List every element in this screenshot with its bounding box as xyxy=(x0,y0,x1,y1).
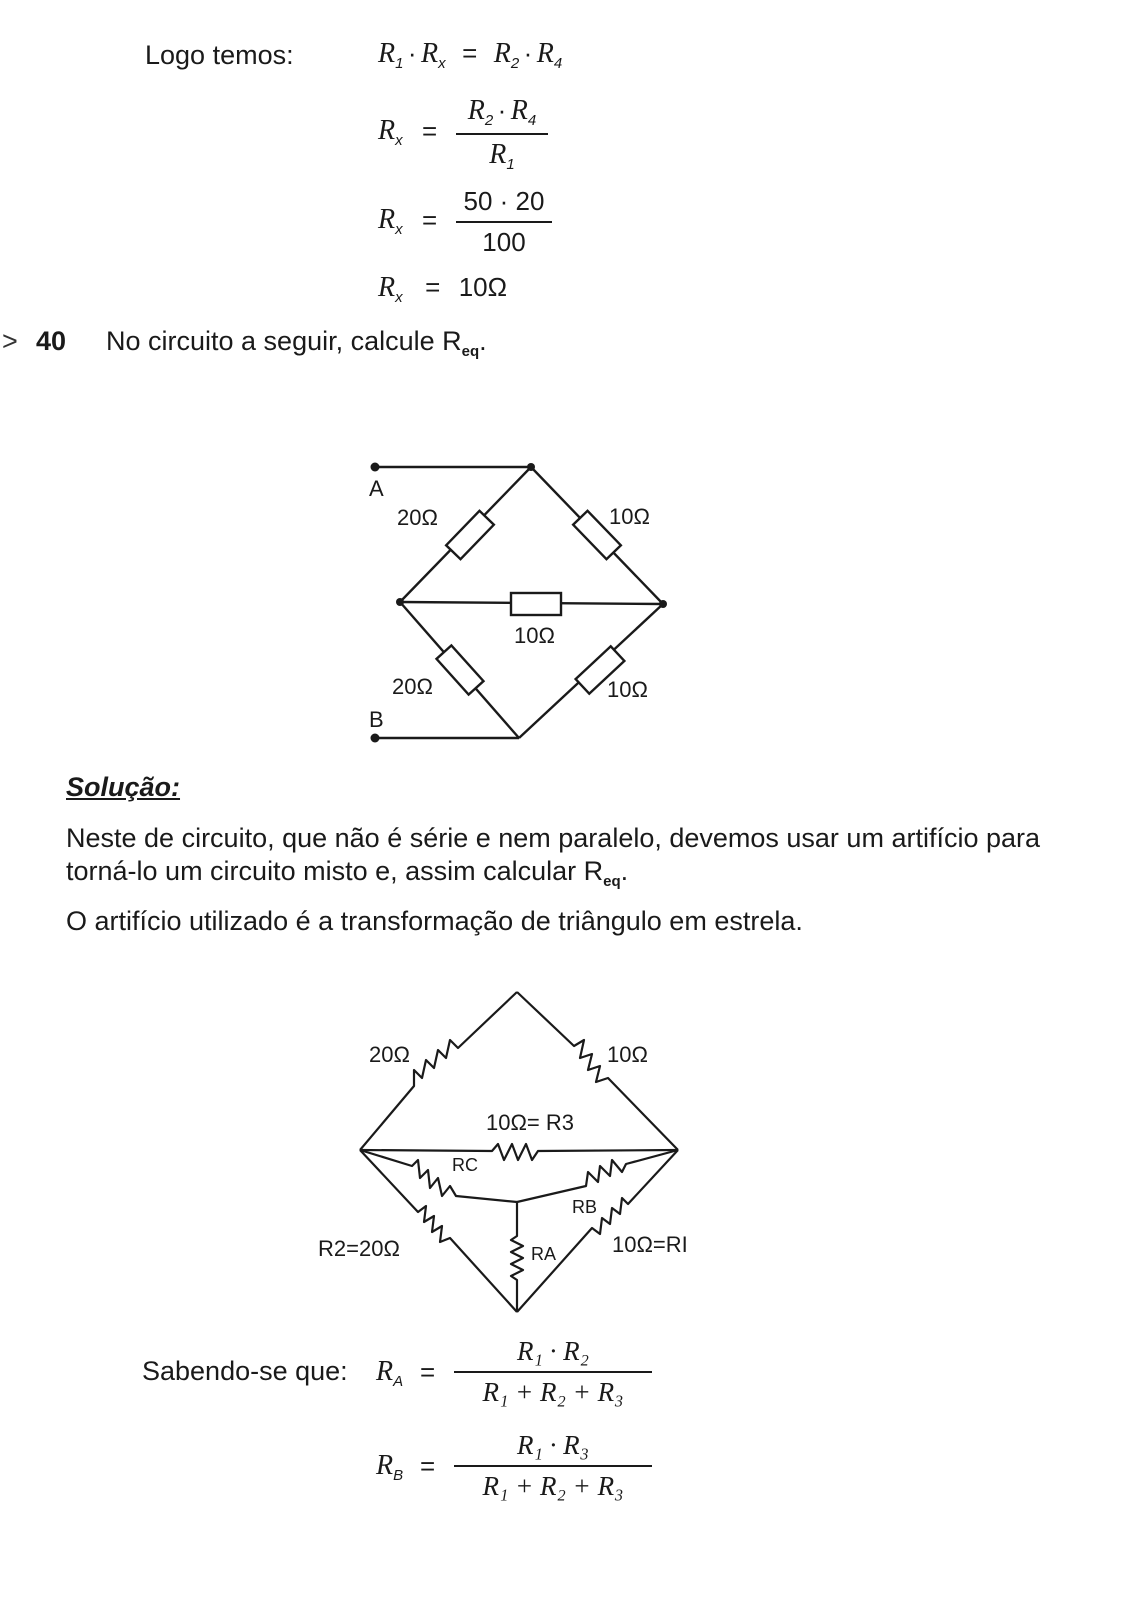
label-r-bottom-right: 10Ω xyxy=(607,677,648,702)
formula-rb-fraction: R₁ · R₃ R₁ + R₂ + R₃ xyxy=(454,1430,652,1502)
formula-ra-lhs: RA xyxy=(376,1356,404,1390)
equation-3-lhs: Rx xyxy=(378,204,403,238)
label-rc: RC xyxy=(452,1155,478,1175)
solution-paragraph-1-line-1: Neste de circuito, que não é série e nem paralelo, devemos usar um artifício para xyxy=(66,823,1041,853)
label-r3: 10Ω= R3 xyxy=(486,1110,574,1135)
formula-rb-lhs: RB xyxy=(376,1450,404,1484)
label-r-bottom-left: 20Ω xyxy=(392,674,433,699)
label-r-middle: 10Ω xyxy=(514,623,555,648)
resistor-delta-bottom-right xyxy=(517,1150,678,1312)
equation-3-equals: = xyxy=(422,205,438,235)
resistor-ra xyxy=(511,1202,523,1312)
solution-heading: Solução: xyxy=(66,772,181,802)
equation-1: R1 · Rx = R2 · R4 xyxy=(378,38,563,72)
equation-4: Rx = 10Ω xyxy=(378,272,508,306)
label-r-top-right: 10Ω xyxy=(609,504,650,529)
label-ra: RA xyxy=(531,1244,557,1264)
label-r2: R2=20Ω xyxy=(318,1236,400,1261)
intro-label: Logo temos: xyxy=(145,40,294,70)
formula-rb-equals: = xyxy=(420,1451,436,1481)
equation-2-lhs: Rx xyxy=(378,115,403,149)
label-r-top-left: 20Ω xyxy=(397,505,438,530)
exercise-number: 40 xyxy=(36,326,67,356)
exercise-marker: > xyxy=(2,326,18,356)
equation-3-fraction: 50 · 20 100 xyxy=(456,186,552,258)
label-rb: RB xyxy=(572,1197,598,1217)
solution-paragraph-2: O artifício utilizado é a transformação de triângulo em estrela. xyxy=(66,906,803,936)
equation-2-fraction: R2 · R4 R1 xyxy=(456,95,548,173)
resistor-r3 xyxy=(360,1144,678,1160)
label-node-b: B xyxy=(369,707,384,732)
label-delta-top-right: 10Ω xyxy=(607,1042,648,1067)
equation-2-equals: = xyxy=(422,116,438,146)
solution-paragraph-1-line-2: torná-lo um circuito misto e, assim calcular $R_{eq}$. xyxy=(66,856,629,890)
exercise-prompt: No circuito a seguir, calcule $R_{eq}$. xyxy=(106,326,487,360)
resistor-delta-bottom-left xyxy=(360,1150,517,1312)
label-r1: 10Ω=RI xyxy=(612,1232,688,1257)
formula-ra-equals: = xyxy=(420,1357,436,1387)
label-node-a: A xyxy=(369,476,384,501)
formula-ra-fraction: R₁ · R₂ R₁ + R₂ + R₃ xyxy=(454,1336,652,1408)
formulas-label: Sabendo-se que: xyxy=(142,1356,348,1386)
label-delta-top-left: 20Ω xyxy=(369,1042,410,1067)
